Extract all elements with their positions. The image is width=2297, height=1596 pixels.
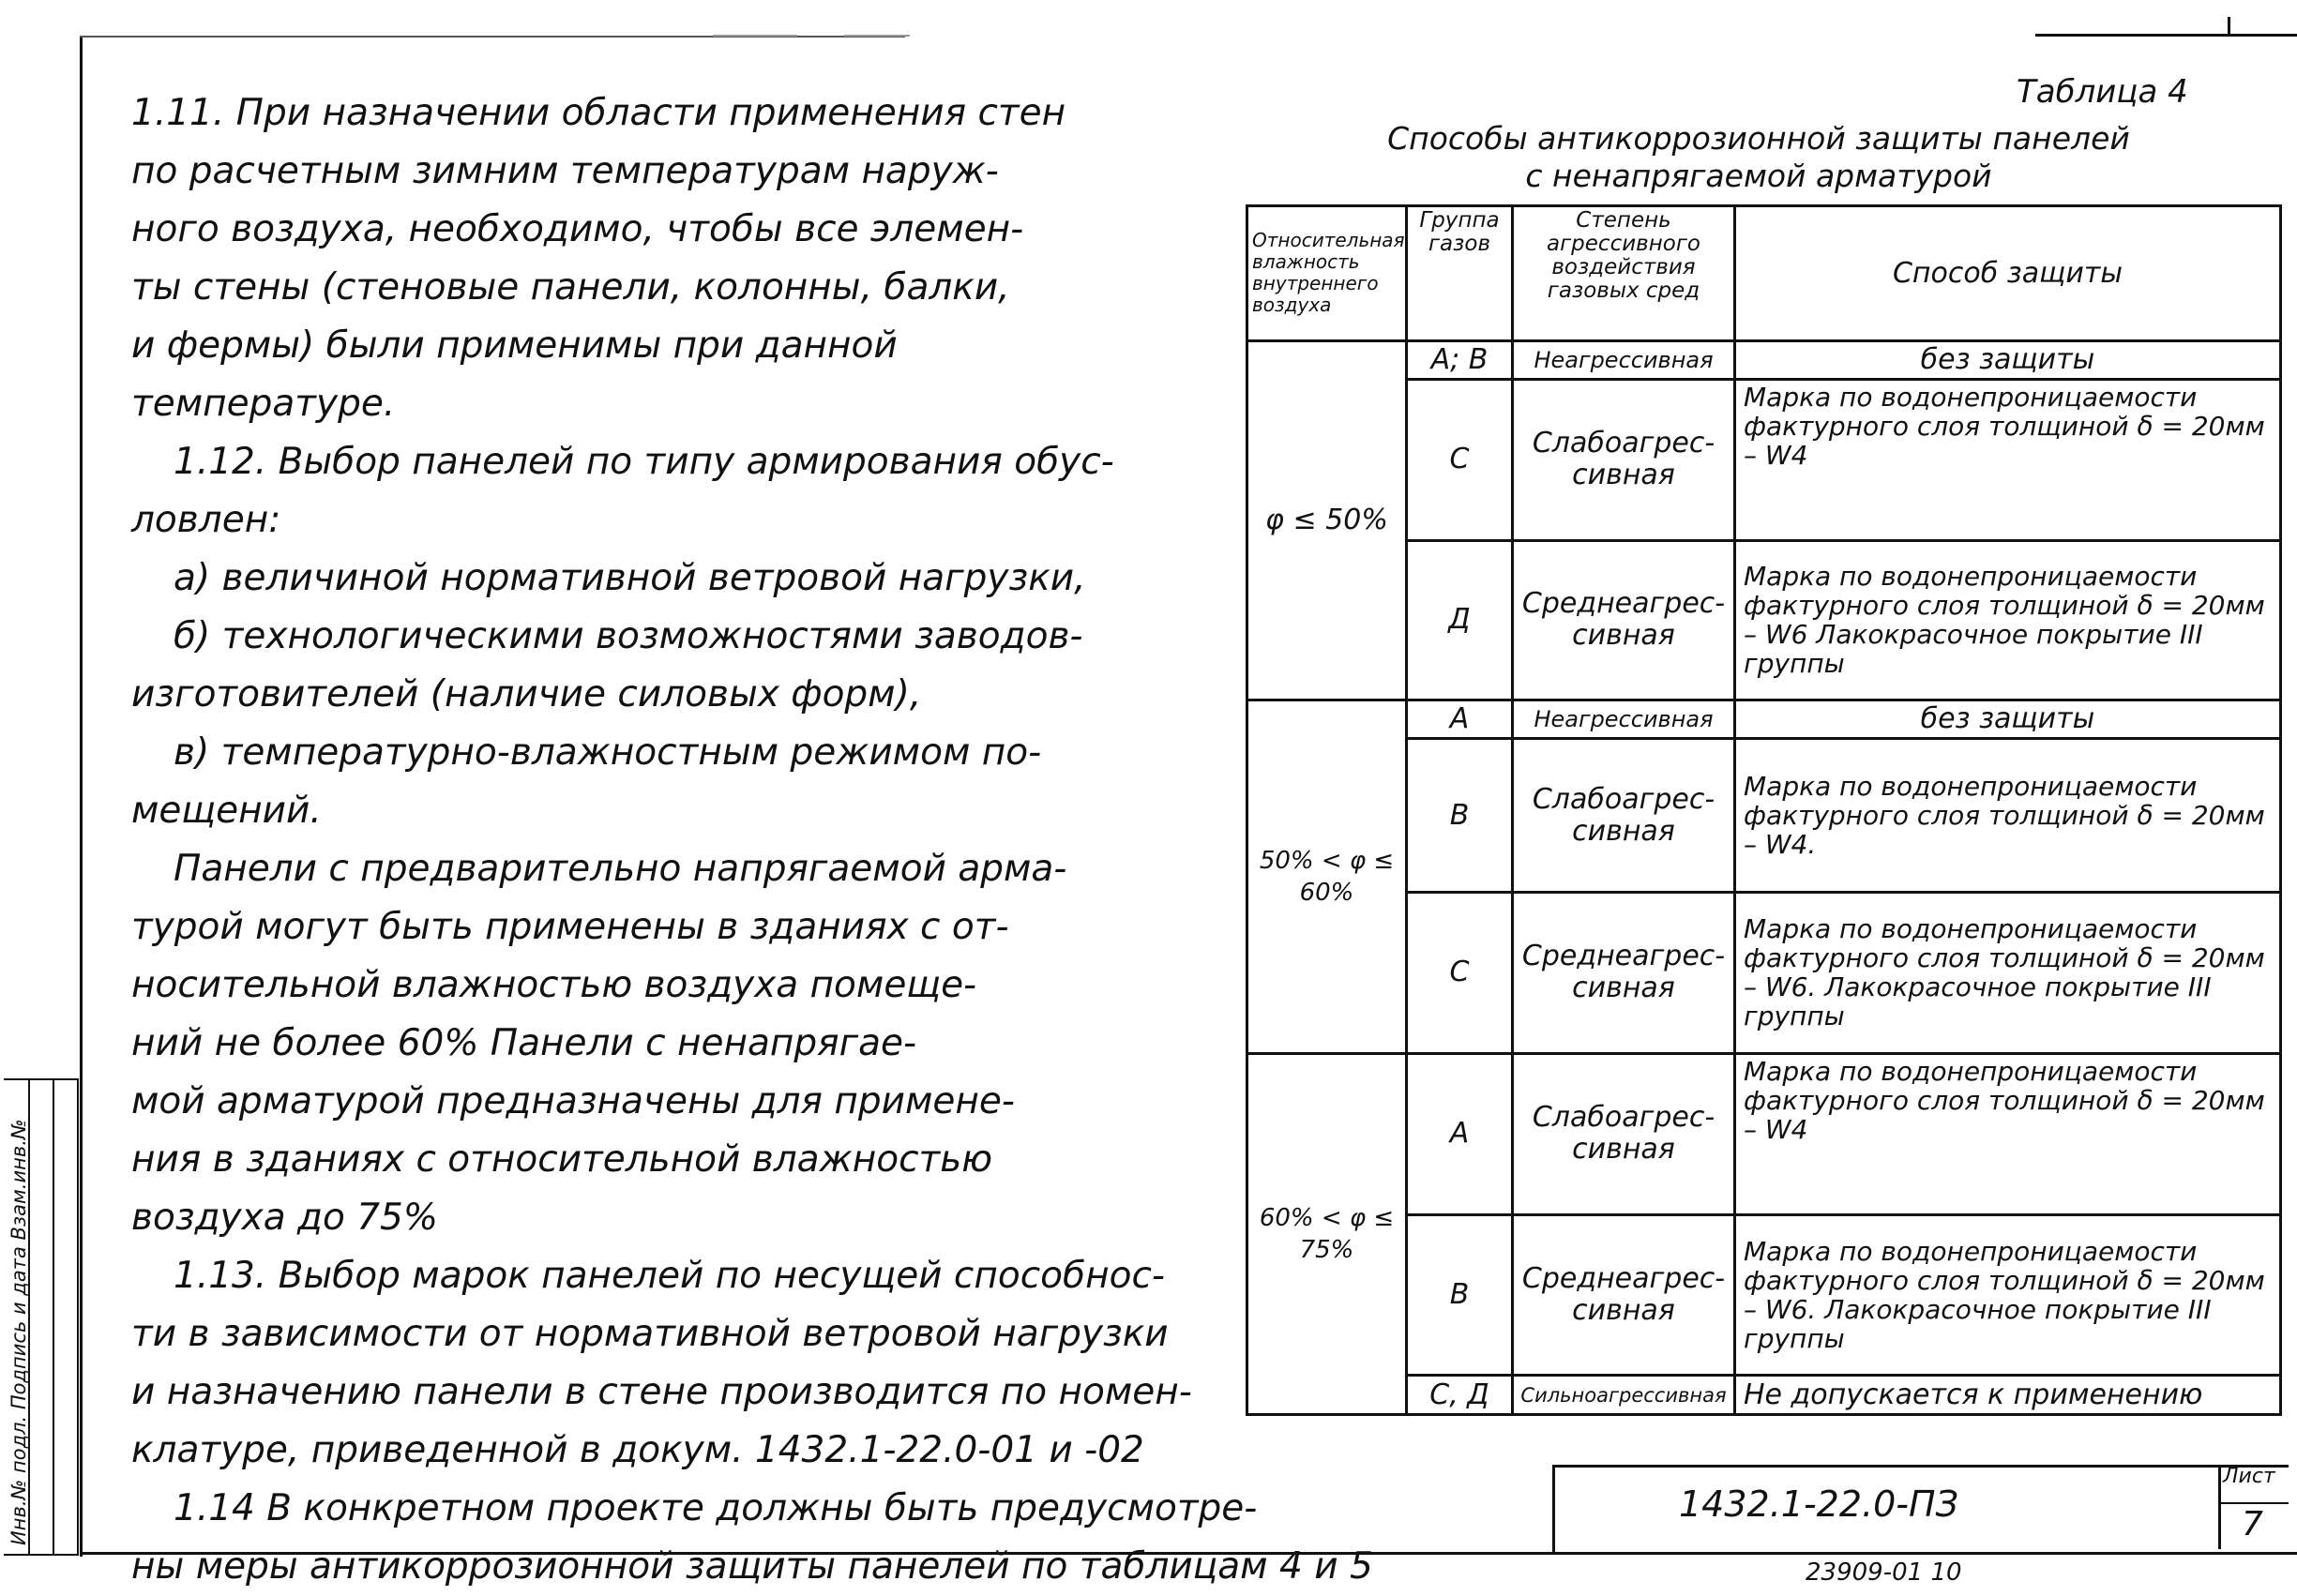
text-line: ния в зданиях с относительной влажностью xyxy=(131,1138,993,1181)
header-method: Способ защиты xyxy=(1735,206,2281,341)
header-degree: Степень агрессивного воздействия газовых сред xyxy=(1513,206,1735,341)
header-gas-group: Группа газов xyxy=(1407,206,1513,341)
text-line: носительной влажностью воздуха помеще- xyxy=(131,964,977,1006)
document-number: 1432.1-22.0-ПЗ xyxy=(1679,1483,1958,1525)
protection-table xyxy=(1246,204,2282,1416)
text-line: температуре. xyxy=(131,383,396,425)
degree-cell: Среднеагрес-сивная xyxy=(1513,1214,1735,1376)
gas-cell: А xyxy=(1407,1053,1513,1214)
gas-cell: В xyxy=(1407,739,1513,893)
sheet-label: Лист xyxy=(2223,1465,2275,1488)
paragraph-panels xyxy=(131,840,1154,1247)
method-cell: Марка по водонепроницаемости фактурного слоя толщиной δ = 20мм – W4 xyxy=(1735,1053,2281,1214)
degree-cell: Среднеагрес-сивная xyxy=(1513,540,1735,700)
method-cell: Марка по водонепроницаемости фактурного слоя толщиной δ = 20мм – W6 Лакокрасочное покрытие III группы xyxy=(1735,540,2281,700)
paragraph-1-12-a xyxy=(131,550,1154,608)
paragraph-1-13 xyxy=(131,1247,1192,1480)
frame-corner-tick xyxy=(2228,17,2230,36)
table-header-row xyxy=(1247,206,2281,341)
sheet-number: 7 xyxy=(2242,1505,2263,1543)
method-cell: Марка по водонепроницаемости фактурного слоя толщиной δ = 20мм – W4 xyxy=(1735,379,2281,540)
text-line: а) величиной нормативной ветровой нагрузки, xyxy=(174,557,1086,599)
text-line: б) технологическими возможностями заводов- xyxy=(174,615,1083,657)
degree-cell: Слабоагрес-сивная xyxy=(1513,379,1735,540)
text-line: ного воздуха, необходимо, чтобы все элемен- xyxy=(131,208,1024,250)
table-title-line: Способы антикоррозионной защиты панелей xyxy=(1387,120,2130,157)
method-cell: без защиты xyxy=(1735,700,2281,738)
text-line: ны меры антикоррозионной защиты панелей по таблицам 4 и 5 xyxy=(131,1545,1373,1588)
gas-cell: С xyxy=(1407,892,1513,1053)
text-line: ты стены (стеновые панели, колонны, балки, xyxy=(131,266,1010,309)
archive-number: 23909-01 10 xyxy=(1806,1558,1962,1587)
table-number: Таблица 4 xyxy=(2017,73,2188,111)
method-cell: Марка по водонепроницаемости фактурного слоя толщиной δ = 20мм – W4. xyxy=(1735,739,2281,893)
paragraph-1-11 xyxy=(131,84,1154,433)
text-line: 1.11. При назначении области применения стен xyxy=(131,92,1066,134)
text-line: клатуре, приведенной в докум. 1432.1-22.0-01 и -02 xyxy=(131,1429,1144,1471)
gas-cell: С, Д xyxy=(1407,1376,1513,1415)
gas-cell: А; В xyxy=(1407,340,1513,379)
text-line: воздуха до 75% xyxy=(131,1197,438,1239)
table-row xyxy=(1247,340,2281,379)
text-line: Панели с предварительно напрягаемой арма- xyxy=(174,848,1067,890)
side-stamp-text: Инв.№ подл. Подпись и дата Взам.инв.№ xyxy=(8,1119,30,1545)
header-humidity: Относительная влажность внутреннего воздуха xyxy=(1247,206,1407,341)
text-line: мой арматурой предназначены для примене- xyxy=(131,1080,1015,1122)
method-cell: Не допускается к применению xyxy=(1735,1376,2281,1415)
degree-cell: Неагрессивная xyxy=(1513,340,1735,379)
gas-cell: В xyxy=(1407,1214,1513,1376)
method-cell: без защиты xyxy=(1735,340,2281,379)
frame-top-right-border xyxy=(2035,34,2297,37)
paragraph-1-12-b xyxy=(131,608,1154,724)
degree-cell: Сильноагрессивная xyxy=(1513,1376,1735,1415)
paragraph-1-12 xyxy=(131,433,1154,550)
method-cell: Марка по водонепроницаемости фактурного слоя толщиной δ = 20мм – W6. Лакокрасочное покрытие III группы xyxy=(1735,1214,2281,1376)
text-line: ний не более 60% Панели с ненапрягае- xyxy=(131,1022,917,1064)
text-line: мещений. xyxy=(131,790,322,832)
degree-cell: Слабоагрес-сивная xyxy=(1513,739,1735,893)
text-line: по расчетным зимним температурам наруж- xyxy=(131,150,999,192)
degree-cell: Среднеагрес-сивная xyxy=(1513,892,1735,1053)
frame-top-dash xyxy=(844,35,910,37)
text-line: турой могут быть применены в зданиях с от- xyxy=(131,906,1009,948)
degree-cell: Слабоагрес-сивная xyxy=(1513,1053,1735,1214)
gas-cell: С xyxy=(1407,379,1513,540)
table-row xyxy=(1247,700,2281,738)
text-line: в) температурно-влажностным режимом по- xyxy=(174,731,1042,774)
humidity-cell: φ ≤ 50% xyxy=(1247,340,1407,700)
gas-cell: Д xyxy=(1407,540,1513,700)
humidity-cell: 60% < φ ≤ 75% xyxy=(1247,1053,1407,1414)
frame-left-border xyxy=(80,38,83,1557)
table-title xyxy=(1351,120,2167,195)
paragraph-1-14 xyxy=(131,1480,1373,1596)
table-title-line: с ненапрягаемой арматурой xyxy=(1525,158,1992,194)
text-line: 1.12. Выбор панелей по типу армирования обус- xyxy=(174,441,1114,483)
text-line: и фермы) были применимы при данной xyxy=(131,324,898,367)
text-line: 1.13. Выбор марок панелей по несущей способнос- xyxy=(174,1255,1165,1297)
humidity-cell: 50% < φ ≤ 60% xyxy=(1247,700,1407,1053)
table-row xyxy=(1247,1053,2281,1214)
text-line: 1.14 В конкретном проекте должны быть предусмотре- xyxy=(174,1487,1258,1529)
method-cell: Марка по водонепроницаемости фактурного слоя толщиной δ = 20мм – W6. Лакокрасочное покрытие III группы xyxy=(1735,892,2281,1053)
text-line: ти в зависимости от нормативной ветровой нагрузки xyxy=(131,1313,1169,1355)
text-line: ловлен: xyxy=(131,499,281,541)
degree-cell: Неагрессивная xyxy=(1513,700,1735,738)
frame-top-dash xyxy=(713,35,797,37)
gas-cell: А xyxy=(1407,700,1513,738)
text-line: и назначению панели в стене производится по номен- xyxy=(131,1371,1192,1413)
paragraph-1-12-c xyxy=(131,724,1154,840)
text-line: изготовителей (наличие силовых форм), xyxy=(131,673,922,715)
